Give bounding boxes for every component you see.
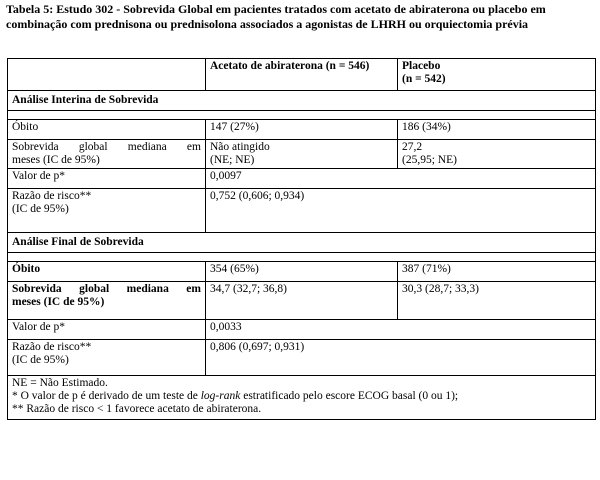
row-label-line2: meses (IC de 95%) bbox=[12, 296, 105, 308]
row-label-line1: Sobrevida global mediana em bbox=[12, 141, 201, 153]
footnote-ne: NE = Não Estimado. bbox=[12, 377, 108, 389]
row-label-line2: (IC de 95%) bbox=[12, 354, 69, 366]
cell-value: 0,0097 bbox=[206, 169, 596, 189]
row-label-line2: (IC de 95%) bbox=[12, 203, 69, 215]
gap-row bbox=[8, 111, 596, 120]
cell-placebo: 186 (34%) bbox=[398, 120, 596, 140]
cell-abiraterone: 34,7 (32,7; 36,8) bbox=[206, 282, 398, 320]
footnote-p bbox=[12, 390, 591, 403]
footnote-p-italic: log-rank bbox=[200, 390, 241, 402]
header-abiraterone: Acetato de abiraterona (n = 546) bbox=[206, 59, 398, 91]
table-caption bbox=[6, 2, 594, 32]
section-row-interim bbox=[8, 91, 596, 111]
cell-abiraterone bbox=[206, 140, 398, 169]
table-row bbox=[8, 140, 596, 169]
row-label: Óbito bbox=[8, 120, 206, 140]
gap-row bbox=[8, 253, 596, 262]
table-row bbox=[8, 262, 596, 282]
cell-placebo: 30,3 (28,7; 33,3) bbox=[398, 282, 596, 320]
table-row bbox=[8, 120, 596, 140]
row-label bbox=[8, 340, 206, 376]
header-empty-cell bbox=[8, 59, 206, 91]
cell-value: 0,752 (0,606; 0,934) bbox=[206, 189, 596, 233]
row-label-line1: Razão de risco** bbox=[12, 341, 92, 353]
row-label: Valor de p* bbox=[8, 320, 206, 340]
footnote-hr: ** Razão de risco < 1 favorece acetato de abiraterona. bbox=[12, 403, 262, 415]
row-label: Valor de p* bbox=[8, 169, 206, 189]
row-label-line1: Razão de risco** bbox=[12, 190, 92, 202]
header-row bbox=[8, 59, 596, 91]
row-label-line1: Sobrevida global mediana em bbox=[12, 283, 201, 295]
cell-line1: Não atingido bbox=[210, 141, 270, 153]
header-placebo-line2: (n = 542) bbox=[402, 73, 446, 85]
cell-value: 0,806 (0,697; 0,931) bbox=[206, 340, 596, 376]
cell-value: 0,0033 bbox=[206, 320, 596, 340]
table-row bbox=[8, 169, 596, 189]
table-row bbox=[8, 189, 596, 233]
row-label-line2: meses (IC de 95%) bbox=[12, 154, 100, 166]
row-label bbox=[8, 140, 206, 169]
cell-line1: 27,2 bbox=[402, 141, 423, 153]
row-label bbox=[8, 282, 206, 320]
table-row bbox=[8, 340, 596, 376]
section-title-interim: Análise Interina de Sobrevida bbox=[8, 91, 596, 111]
header-placebo bbox=[398, 59, 596, 91]
footnote-p-prefix: * O valor de p é derivado de um teste de bbox=[12, 390, 201, 402]
cell-line2: (25,95; NE) bbox=[402, 154, 457, 166]
cell-abiraterone: 354 (65%) bbox=[206, 262, 398, 282]
row-label: Óbito bbox=[8, 262, 206, 282]
section-row-final bbox=[8, 233, 596, 253]
cell-line2: (NE; NE) bbox=[210, 154, 255, 166]
table-row bbox=[8, 320, 596, 340]
header-placebo-line1: Placebo bbox=[402, 60, 441, 72]
footnote-p-suffix: estratificado pelo escore ECOG basal (0 ou 1); bbox=[240, 390, 459, 402]
cell-placebo bbox=[398, 140, 596, 169]
footnotes bbox=[8, 376, 596, 420]
row-label bbox=[8, 189, 206, 233]
caption-line-2: combinação com prednisona ou prednisolona associados a agonistas de LHRH ou orquiectomia prévia bbox=[6, 17, 529, 31]
cell-placebo: 387 (71%) bbox=[398, 262, 596, 282]
footnote-row bbox=[8, 376, 596, 420]
caption-line-1: Tabela 5: Estudo 302 - Sobrevida Global em pacientes tratados com acetato de abiraterona ou placebo em bbox=[6, 2, 546, 16]
cell-abiraterone: 147 (27%) bbox=[206, 120, 398, 140]
section-title-final: Análise Final de Sobrevida bbox=[8, 233, 596, 253]
table-row bbox=[8, 282, 596, 320]
survival-table bbox=[7, 58, 596, 420]
